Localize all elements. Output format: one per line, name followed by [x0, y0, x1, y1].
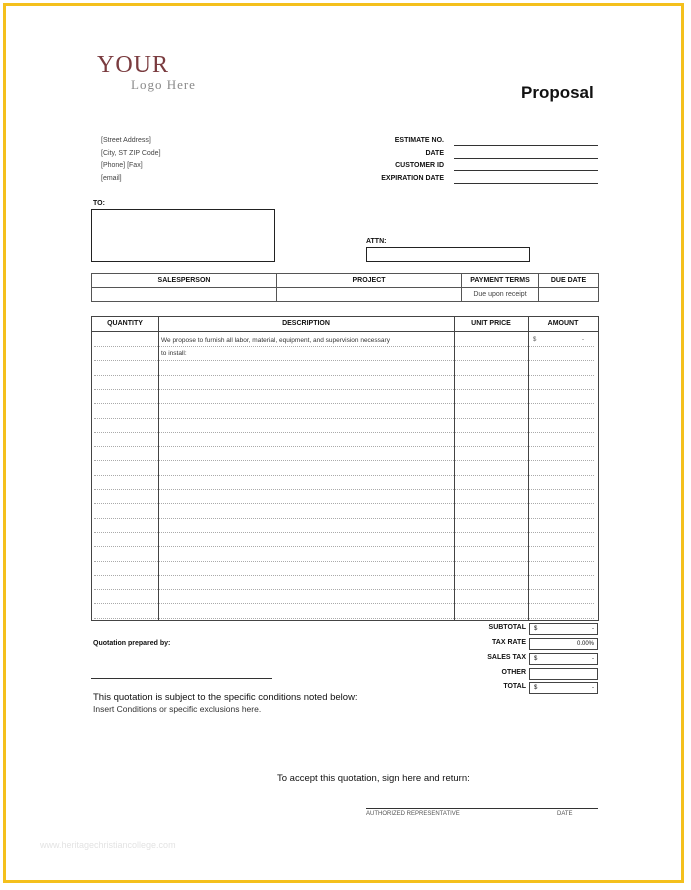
project-header: PROJECT	[277, 274, 462, 288]
signature-line[interactable]	[366, 808, 598, 809]
item-row-line	[94, 603, 594, 604]
info-table	[91, 273, 599, 302]
item-row-line	[94, 418, 594, 419]
prepared-by-field[interactable]	[91, 678, 272, 679]
subtotal-field[interactable]	[529, 623, 598, 635]
conditions-text: Insert Conditions or specific exclusions here.	[93, 704, 262, 714]
tax-rate-field[interactable]	[529, 638, 598, 650]
attn-label: ATTN:	[366, 238, 387, 245]
customer-id-field[interactable]	[454, 170, 598, 171]
date-label: DATE	[425, 150, 444, 157]
payment-terms-header: PAYMENT TERMS	[462, 274, 539, 288]
email: [email]	[101, 175, 122, 182]
signature-label: AUTHORIZED REPRESENTATIVE	[366, 811, 460, 817]
expiration-date-field[interactable]	[454, 183, 598, 184]
conditions-title: This quotation is subject to the specific conditions noted below:	[93, 692, 358, 703]
estimate-no-field[interactable]	[454, 145, 598, 146]
phone-fax: [Phone] [Fax]	[101, 162, 143, 169]
salesperson-header: SALESPERSON	[92, 274, 277, 288]
item-row-line	[94, 389, 594, 390]
item-row-line	[94, 589, 594, 590]
to-address-box[interactable]	[91, 209, 275, 262]
items-table	[91, 316, 599, 621]
other-field[interactable]	[529, 668, 598, 680]
item-row-line	[94, 518, 594, 519]
items-header-row	[92, 317, 598, 332]
total-label: TOTAL	[503, 683, 526, 690]
logo-text: YOUR	[97, 52, 170, 78]
item-row-line	[94, 503, 594, 504]
item-row-line	[94, 618, 594, 619]
due-date-header: DUE DATE	[539, 274, 599, 288]
street-address: [Street Address]	[101, 137, 151, 144]
estimate-no-label: ESTIMATE NO.	[394, 137, 444, 144]
quantity-header: QUANTITY	[107, 320, 143, 327]
other-label: OTHER	[501, 669, 526, 676]
expiration-date-label: EXPIRATION DATE	[381, 175, 444, 182]
item-row-line	[94, 475, 594, 476]
item-row-line	[94, 432, 594, 433]
total-value: -	[592, 685, 594, 691]
total-currency: $	[534, 685, 538, 691]
due-date-cell[interactable]	[539, 288, 599, 302]
item-row-line	[94, 360, 594, 361]
item-row-line	[94, 546, 594, 547]
sales-tax-field[interactable]	[529, 653, 598, 665]
amount-header: AMOUNT	[547, 320, 579, 327]
salesperson-cell[interactable]	[92, 288, 277, 302]
item-row-line	[94, 460, 594, 461]
description-line-1: We propose to furnish all labor, material, equipment, and supervision necessary	[161, 337, 390, 344]
item-row-line	[94, 561, 594, 562]
item-row-line	[94, 403, 594, 404]
amount-currency: $	[533, 337, 537, 343]
prepared-by-label: Quotation prepared by:	[93, 640, 171, 647]
item-row-line	[94, 446, 594, 447]
watermark: www.heritagechristiancollege.com	[40, 840, 176, 850]
tax-rate-value: 0.00%	[576, 641, 594, 647]
item-row-line	[94, 375, 594, 376]
accept-instructions: To accept this quotation, sign here and return:	[277, 773, 470, 784]
item-row-line	[94, 346, 594, 347]
amount-dash: -	[582, 337, 584, 343]
subtotal-value: -	[592, 626, 594, 632]
to-label: TO:	[93, 200, 105, 207]
city-state-zip: [City, ST ZIP Code]	[101, 150, 161, 157]
project-cell[interactable]	[277, 288, 462, 302]
logo-subtext: Logo Here	[131, 77, 196, 92]
sales-tax-value: -	[592, 656, 594, 662]
description-header: DESCRIPTION	[282, 320, 330, 327]
tax-rate-label: TAX RATE	[492, 639, 526, 646]
sales-tax-label: SALES TAX	[487, 654, 526, 661]
date-field[interactable]	[454, 158, 598, 159]
signature-date-label: DATE	[557, 811, 573, 817]
item-row-line	[94, 532, 594, 533]
sales-tax-currency: $	[534, 656, 538, 662]
unit-price-header: UNIT PRICE	[471, 320, 511, 327]
page-title: Proposal	[521, 83, 594, 102]
customer-id-label: CUSTOMER ID	[395, 162, 444, 169]
total-field[interactable]	[529, 682, 598, 694]
description-line-2: to install:	[161, 350, 187, 357]
subtotal-label: SUBTOTAL	[488, 624, 526, 631]
item-row-line	[94, 575, 594, 576]
payment-terms-cell[interactable]: Due upon receipt	[462, 288, 539, 302]
attn-field[interactable]	[366, 247, 530, 262]
subtotal-currency: $	[534, 626, 538, 632]
item-row-line	[94, 489, 594, 490]
